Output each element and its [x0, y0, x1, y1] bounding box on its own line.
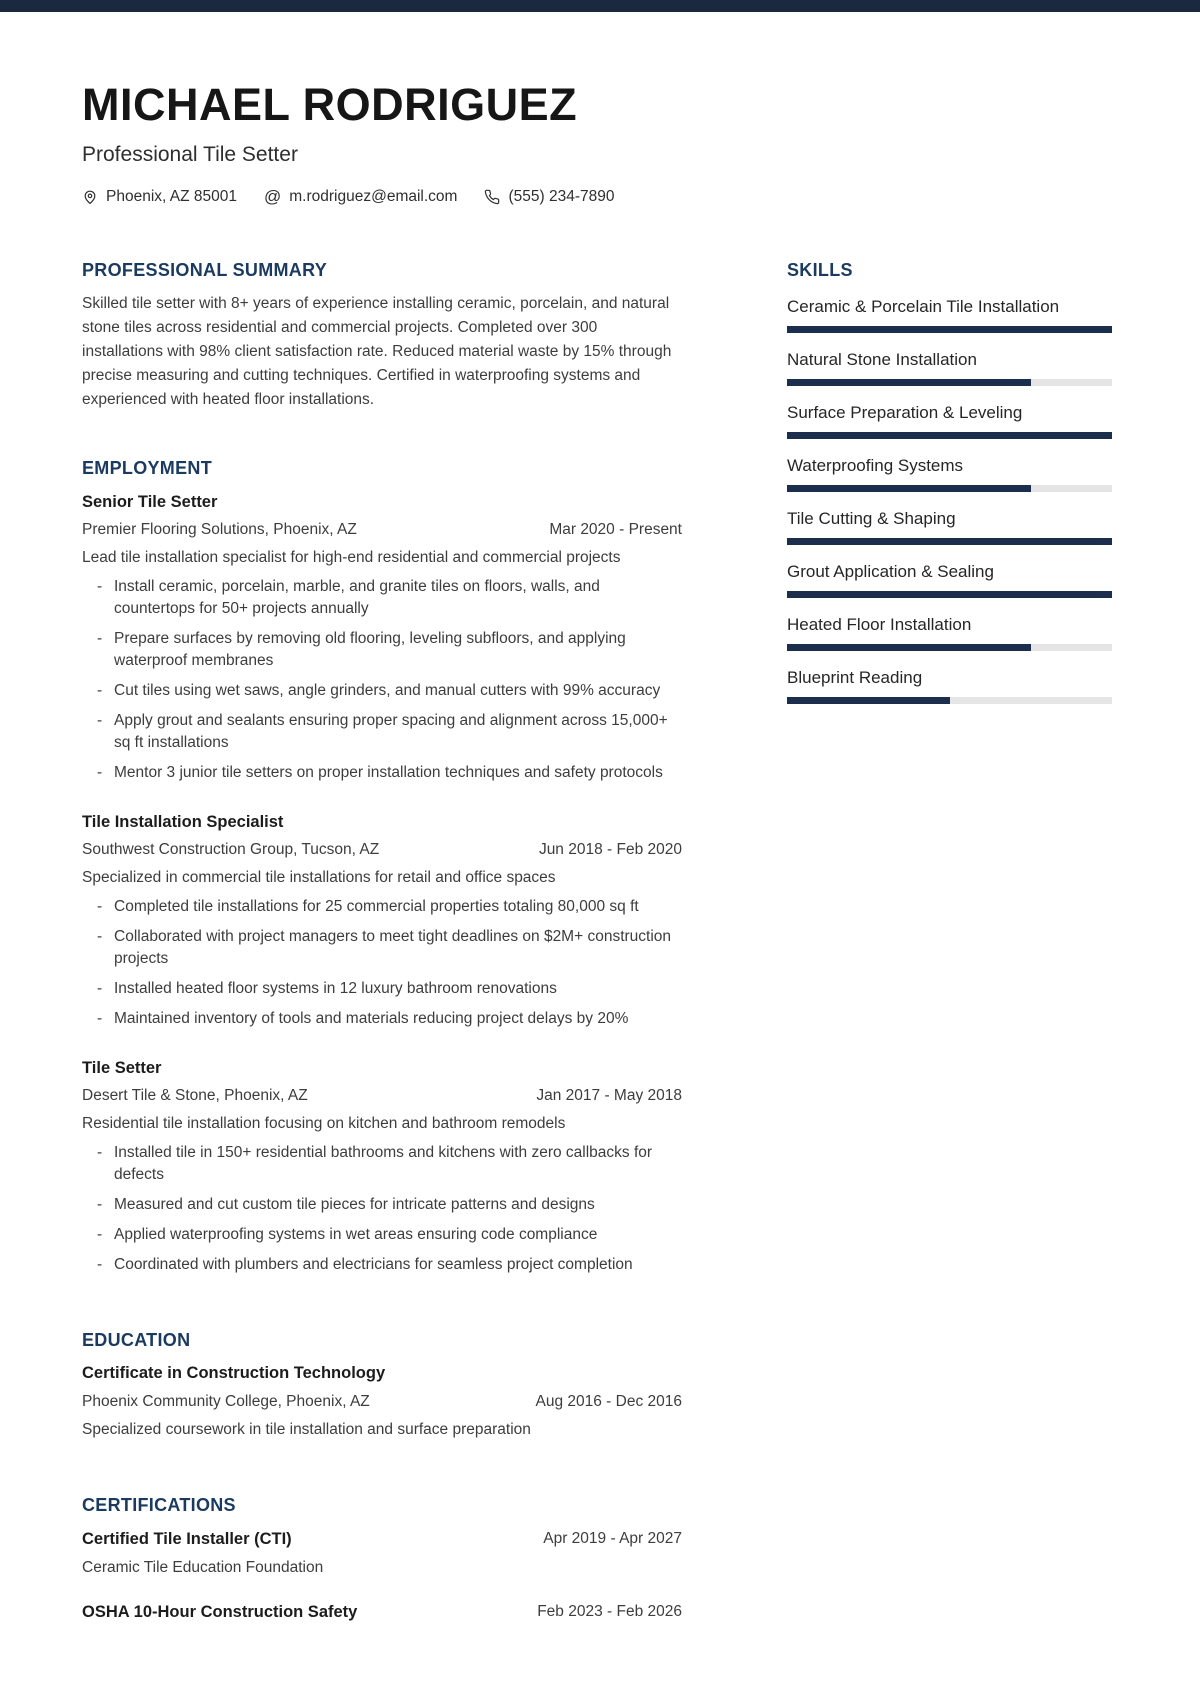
education-meta: [82, 1393, 682, 1412]
employment-heading: EMPLOYMENT: [82, 458, 213, 479]
certification-dates: Feb 2023 - Feb 2026: [537, 1603, 682, 1621]
skill-label: Surface Preparation & Leveling: [787, 403, 1023, 423]
resume-header: [82, 80, 1112, 206]
bullet-text: Apply grout and sealants ensuring proper spacing and alignment across 15,000+ sq ft installations: [114, 711, 668, 751]
bullet-dash: -: [97, 681, 103, 699]
bullet-dash: -: [97, 711, 103, 729]
education-dates: Aug 2016 - Dec 2016: [535, 1393, 682, 1411]
bullet-dash: -: [97, 1195, 103, 1213]
skill-label: Waterproofing Systems: [787, 456, 964, 476]
summary-heading: PROFESSIONAL SUMMARY: [82, 259, 328, 280]
job-meta: [82, 521, 682, 540]
certification-row: [82, 1603, 682, 1623]
skill-label: Blueprint Reading: [787, 668, 923, 688]
bullet-item: [82, 896, 682, 918]
skill-bar-track: [787, 697, 1112, 704]
skill-item: [787, 561, 1112, 598]
job-dates: Mar 2020 - Present: [549, 521, 682, 539]
skill-bar-fill: [787, 697, 950, 704]
bullet-dash: -: [97, 763, 103, 781]
person-title: Professional Tile Setter: [82, 142, 298, 166]
summary-text: Skilled tile setter with 8+ years of experience installing ceramic, porcelain, and natural stone tiles across residential and commercial projects. Completed over 300 installations with 98% client satisfaction rate. Reduced material waste by 15% through precise measuring and cutting techniques. Certified in waterproofing systems and experienced with heated floor installations.: [82, 295, 672, 409]
contact-phone-text: (555) 234-7890: [508, 187, 615, 205]
certification-name: OSHA 10-Hour Construction Safety: [82, 1603, 358, 1622]
bullet-item: [82, 1008, 682, 1030]
skill-item: [787, 349, 1112, 386]
job-entry: [82, 813, 682, 1030]
section-certifications: [82, 1495, 682, 1623]
job-bullets: [82, 896, 682, 1030]
job-company: Premier Flooring Solutions, Phoenix, AZ: [82, 521, 357, 539]
skill-item: [787, 296, 1112, 333]
top-accent-bar: [0, 0, 1200, 12]
person-name: MICHAEL RODRIGUEZ: [82, 79, 578, 130]
skill-bar-fill: [787, 432, 1112, 439]
skill-item: [787, 508, 1112, 545]
job-meta: [82, 1087, 682, 1106]
bullet-item: [82, 1194, 682, 1216]
bullet-item: [82, 1224, 682, 1246]
certification-dates: Apr 2019 - Apr 2027: [543, 1529, 682, 1547]
skill-bar-fill: [787, 379, 1031, 386]
skill-bar-fill: [787, 591, 1112, 598]
bullet-text: Prepare surfaces by removing old flooring, leveling subfloors, and applying waterproof membranes: [114, 629, 626, 669]
education-degree: Certificate in Construction Technology: [82, 1364, 386, 1383]
skill-bar-track: [787, 538, 1112, 545]
job-entry: [82, 493, 682, 784]
bullet-text: Maintained inventory of tools and materials reducing project delays by 20%: [114, 1009, 629, 1027]
bullet-text: Mentor 3 junior tile setters on proper installation techniques and safety protocols: [114, 763, 663, 781]
resume-page: [0, 80, 1200, 1623]
contact-email: [264, 188, 457, 206]
content-columns: [82, 260, 1112, 1624]
bullet-item: [82, 926, 682, 970]
job-bullets: [82, 576, 682, 784]
contact-location: [82, 188, 237, 206]
bullet-dash: -: [97, 1143, 103, 1161]
skill-label: Tile Cutting & Shaping: [787, 509, 956, 529]
section-employment: [82, 458, 682, 1276]
bullet-text: Collaborated with project managers to meet tight deadlines on $2M+ construction projects: [114, 927, 672, 967]
skill-bar-track: [787, 432, 1112, 439]
bullet-text: Installed tile in 150+ residential bathrooms and kitchens with zero callbacks for defects: [114, 1143, 653, 1183]
skill-item: [787, 402, 1112, 439]
skill-bar-fill: [787, 644, 1031, 651]
at-icon: @: [264, 187, 282, 206]
skill-label: Heated Floor Installation: [787, 615, 972, 635]
certifications-heading: CERTIFICATIONS: [82, 1495, 236, 1516]
bullet-text: Cut tiles using wet saws, angle grinders, and manual cutters with 99% accuracy: [114, 681, 661, 699]
bullet-item: [82, 1254, 682, 1276]
bullet-item: [82, 762, 682, 784]
job-meta: [82, 841, 682, 860]
bullet-dash: -: [97, 629, 103, 647]
skill-bar-fill: [787, 485, 1031, 492]
bullet-item: [82, 978, 682, 1000]
skill-item: [787, 455, 1112, 492]
job-title: Tile Setter: [82, 1058, 162, 1077]
job-description: Specialized in commercial tile installations for retail and office spaces: [82, 869, 556, 887]
education-school: Phoenix Community College, Phoenix, AZ: [82, 1393, 370, 1411]
contact-phone: [484, 188, 614, 206]
job-bullets: [82, 1142, 682, 1276]
bullet-dash: -: [97, 1255, 103, 1273]
skill-item: [787, 667, 1112, 704]
certification-org: Ceramic Tile Education Foundation: [82, 1558, 324, 1576]
bullet-item: [82, 1142, 682, 1186]
bullet-dash: -: [97, 577, 103, 595]
skills-sidebar: [787, 260, 1112, 1624]
skill-bar-fill: [787, 326, 1112, 333]
skill-bar-fill: [787, 538, 1112, 545]
section-professional-summary: [82, 260, 682, 413]
job-entry: [82, 1059, 682, 1276]
bullet-dash: -: [97, 927, 103, 945]
bullet-dash: -: [97, 897, 103, 915]
skill-label: Grout Application & Sealing: [787, 562, 994, 582]
location-pin-icon: [82, 189, 98, 205]
job-title: Tile Installation Specialist: [82, 812, 284, 831]
bullet-text: Measured and cut custom tile pieces for intricate patterns and designs: [114, 1195, 595, 1213]
section-education: [82, 1330, 682, 1440]
contact-location-text: Phoenix, AZ 85001: [106, 187, 237, 205]
phone-icon: [484, 189, 500, 205]
contact-row: [82, 188, 1112, 206]
bullet-text: Installed heated floor systems in 12 luxury bathroom renovations: [114, 979, 557, 997]
certification-entry: [82, 1530, 682, 1577]
job-company: Desert Tile & Stone, Phoenix, AZ: [82, 1087, 308, 1105]
bullet-text: Coordinated with plumbers and electricians for seamless project completion: [114, 1255, 633, 1273]
education-note: Specialized coursework in tile installation and surface preparation: [82, 1420, 531, 1438]
bullet-text: Completed tile installations for 25 commercial properties totaling 80,000 sq ft: [114, 897, 639, 915]
skills-heading: SKILLS: [787, 259, 853, 280]
job-dates: Jun 2018 - Feb 2020: [538, 841, 682, 859]
job-description: Lead tile installation specialist for high-end residential and commercial projects: [82, 549, 621, 567]
skill-label: Ceramic & Porcelain Tile Installation: [787, 297, 1060, 317]
bullet-text: Install ceramic, porcelain, marble, and granite tiles on floors, walls, and countertops for 50+ projects annually: [114, 577, 600, 617]
bullet-text: Applied waterproofing systems in wet areas ensuring code compliance: [114, 1225, 598, 1243]
main-column: [82, 260, 682, 1624]
education-heading: EDUCATION: [82, 1329, 191, 1350]
job-dates: Jan 2017 - May 2018: [536, 1087, 682, 1105]
skill-label: Natural Stone Installation: [787, 350, 977, 370]
bullet-dash: -: [97, 1225, 103, 1243]
job-title: Senior Tile Setter: [82, 492, 218, 511]
bullet-item: [82, 576, 682, 620]
bullet-item: [82, 628, 682, 672]
skill-bar-track: [787, 326, 1112, 333]
skill-bar-track: [787, 485, 1112, 492]
skill-bar-track: [787, 644, 1112, 651]
bullet-item: [82, 710, 682, 754]
skill-bar-track: [787, 591, 1112, 598]
skill-bar-track: [787, 379, 1112, 386]
certification-row: [82, 1530, 682, 1550]
certification-entry: [82, 1603, 682, 1623]
bullet-dash: -: [97, 1009, 103, 1027]
job-company: Southwest Construction Group, Tucson, AZ: [82, 841, 380, 859]
contact-email-text: m.rodriguez@email.com: [289, 187, 458, 205]
bullet-dash: -: [97, 979, 103, 997]
bullet-item: [82, 680, 682, 702]
job-description: Residential tile installation focusing on kitchen and bathroom remodels: [82, 1115, 566, 1133]
skill-item: [787, 614, 1112, 651]
certification-name: Certified Tile Installer (CTI): [82, 1529, 292, 1548]
